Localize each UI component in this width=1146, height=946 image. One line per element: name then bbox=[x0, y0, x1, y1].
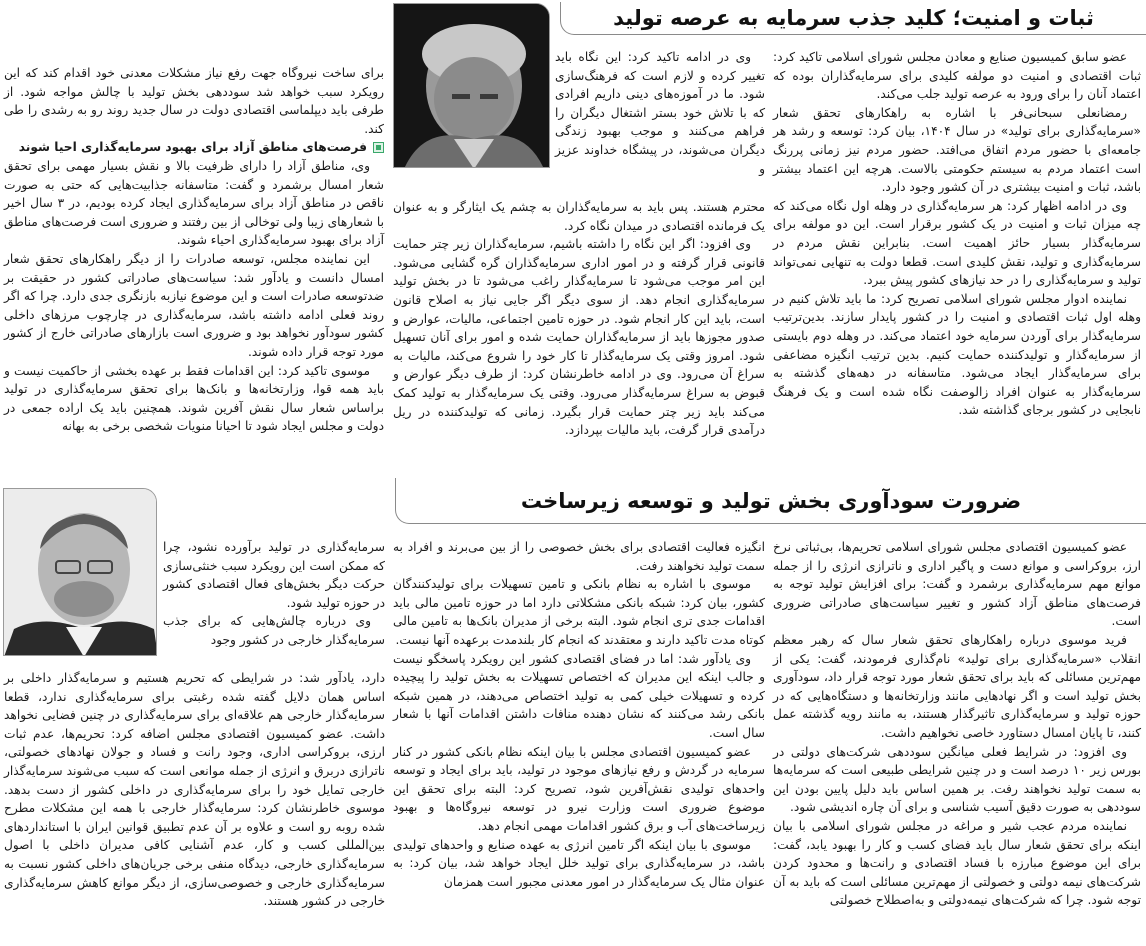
paragraph: نماینده مردم عجب شیر و مراغه در مجلس شورای اسلامی با بیان اینکه برای تحقق شعار سال باید فضای کسب و کار را بهبود یابد، گفت: برای این موضوع مبارزه با فساد اقتصادی و رانت‌ها و محدود کردن شرکت‌های نیمه دولتی و خصولتی از مهم‌ترین مسائلی است که باید به آن توجه شود. چرا که شرکت‌های نیمه‌دولتی و به‌اصطلاح خصولتی bbox=[773, 818, 1141, 908]
subheading-text: فرصت‌های مناطق آزاد برای بهبود سرمایه‌گذاری احیا شوند bbox=[18, 140, 367, 155]
paragraph: وی در ادامه اظهار کرد: هر سرمایه‌گذاری در وهله اول نگاه می‌کند که چه میزان ثبات و امنیت در یک کشور برقرار است. این دو مولفه برای سرمایه‌گذار بسیار حائز اهمیت است. بنابراین نقش مردم در سرمایه‌گذاری و تولید، نقش کلیدی است. قطعا دولت به تنهایی نمی‌تواند تولید و سرمایه‌گذاری را در حد نیازهای کشور پیش ببرد. bbox=[773, 198, 1141, 288]
paragraph: وی درباره چالش‌هایی که برای جذب سرمایه‌گذار خارجی در کشور وجود bbox=[163, 614, 385, 647]
paragraph: وی افزود: در شرایط فعلی میانگین سوددهی شرکت‌های دولتی در بورس زیر ۱۰ درصد است و در چنین شرایطی طبیعی است که سرمایه‌ها به سمت تولید نخواهند رفت. بر همین اساس باید دلیل پایین بودن این سوددهی به صورت دقیق آسیب شناسی و برای آن چاره اندیشی شود. bbox=[773, 744, 1141, 815]
subheading bbox=[4, 138, 384, 157]
article2-column-middle bbox=[393, 538, 765, 891]
article1-column-middle bbox=[393, 198, 765, 440]
paragraph: عضو کمیسیون اقتصادی مجلس با بیان اینکه نظام بانکی کشور در کنار سرمایه در گردش و رفع نیازهای موجود در تولید، باید برای ایجاد و توسعه واحدهای تولیدی نقش‌آفرین شود، تصریح کرد: البته برای تحقق این موضوع ضروری است وزارت نیرو در توسعه نیروگاه‌ها و بهبود زیرساخت‌های آب و برق کشور اقدامات مهمی انجام دهد. bbox=[393, 744, 765, 833]
paragraph: رمضانعلی سبحانی‌فر با اشاره به راهکارهای تحقق شعار «سرمایه‌گذاری برای تولید» در سال ۱۴۰۴، بیان کرد: توسعه و رشد هر جامعه‌ای با حضور مردم اتفاق می‌افتد. حضور مردم نیز زمانی پررنگ است اعتماد مردم به سیستم حکومتی بالاست. هرچه این اعتماد بیشتر باشد، ثبات و امنیت بیشتری در آن کشور وجود دارد. bbox=[773, 105, 1141, 195]
portrait-photo-mousavi bbox=[3, 488, 157, 656]
portrait-photo-sobhanifar bbox=[393, 3, 550, 168]
paragraph: این نماینده مجلس، توسعه صادرات را از دیگر راهکارهای تحقق شعار امسال دانست و یادآور شد: سیاست‌های صادراتی کشور در حقیقت بر ضدتوسعه صادرات است و این موضوع نیازبه بازنگری جدی دارد. چرا که اگر روند فعلی ادامه داشته باشد، سرمایه‌گذاری در چارچوب مرزهای داخلی کشور سودآور نخواهد بود و ضروری است بازارهای صادراتی خارج از کشور مورد توجه قرار داده شوند. bbox=[4, 251, 384, 359]
paragraph: دارد، یادآور شد: در شرایطی که تحریم هستیم و سرمایه‌گذار داخلی بر اساس همان دلایل گفته شده رغبتی برای سرمایه‌گذاری ندارد، قطعا سرمایه‌گذار خارجی هم علاقه‌ای برای سرمایه‌گذاری در چنین فضایی نخواهد داشت. عضو کمیسیون اقتصادی مجلس اضافه کرد: تحریم‌ها، عدم ثبات ارزی، بروکراسی اداری، وجود رانت و فساد و جولان نهادهای خصولتی، ناترازی دربرق و انرژی از جمله موانعی است که سبب می‌شوند سرمایه‌گذار خارجی تمایل خود را برای سرمایه‌گذاری در داخلی کشور از دست بدهد. موسوی خاطرنشان کرد: سرمایه‌گذار خارجی با همه این مشکلات مطرح شده روبه رو است و علاوه بر آن عدم تطبیق قوانین ایران با استانداردهای بین‌المللی کسب و کار، عدم آشنایی کافی مدیران داخلی با اصول سرمایه‌گذاری خارجی، دیدگاه منفی برخی جریان‌های داخلی کشور نسبت به سرمایه‌گذاری خارجی و خصوصی‌سازی، از دیگر موانع کاهش سرمایه‌گذاری خارجی در کشور هستند. bbox=[4, 671, 385, 909]
left-column-top bbox=[4, 64, 384, 436]
paragraph: وی افزود: اگر این نگاه را داشته باشیم، سرمایه‌گذاران زیر چتر حمایت قانونی قرار گرفته و در امور اداری سرمایه‌گذاران گره گشایی می‌شود. این امر موجب می‌شود تا سرمایه‌گذار راغب می‌شود تا در بخش تولید سرمایه‌گذاری انجام دهد. از سوی دیگر اگر جایی نیاز به اصلاح قانون است، باید این کار انجام شود. در حوزه تامین اجتماعی، مالیات، عوارض و صدور مجوزها باید از سرمایه‌گذاران حمایت شده و امور برای آنان تسهیل شود. امروز وقتی یک سرمایه‌گذار تا کار خود را شروع می‌کند، مالیات به سراغ آن می‌رود. وی در ادامه خاطرنشان کرد: از طرف دیگر عوارض و قبوض به سراغ سرمایه‌گذار می‌رود. وقتی یک سرمایه‌گذار به تولید کمک می‌کند باید زیر چتر حمایت قرار بگیرد. زمانی که تولیدکننده در ریل درآمدی قرار گرفت، باید مالیات بپردازد. bbox=[393, 237, 765, 438]
paragraph: وی یادآور شد: اما در فضای اقتصادی کشور این رویکرد پاسخگو نیست و جالب اینکه این مدیران که اختصاص تسهیلات به بخش تولید را پیچیده کرده و تسهیلات خیلی کمی به تولید اختصاص می‌دهند، در همین شبکه بانکی رشد می‌کنند که نشان دهنده منافات داشتن اقدامات آنها با شعار سال است. bbox=[393, 651, 765, 740]
article1-column-right bbox=[773, 48, 1141, 420]
square-bullet-icon bbox=[373, 142, 384, 153]
article2-column-right bbox=[773, 538, 1141, 910]
paragraph: موسوی با اشاره به نظام بانکی و تامین تسهیلات برای تولیدکنندگان کشور، بیان کرد: شبکه بانکی مشکلاتی دارد اما در حوزه تامین مالی باید اقدامات جدی تری انجام شود. البته برخی از مدیران بانک‌ها به تامین مالی کوتاه مدت تاکید دارند و معتقدند که انجام کار بلندمدت برعهده آنها نیست. bbox=[393, 577, 765, 647]
paragraph: سرمایه‌گذاری در تولید برآورده نشود، چرا که ممکن است این رویکرد سبب خنثی‌سازی حرکت دیگر بخش‌های فعال اقتصادی کشور در حوزه تولید شود. bbox=[163, 540, 385, 610]
article2-headline: ضرورت سودآوری بخش تولید و توسعه زیرساخت bbox=[520, 489, 1022, 513]
portrait-image-icon bbox=[394, 4, 550, 168]
article2-headline-box bbox=[395, 478, 1146, 524]
paragraph: محترم هستند. پس باید به سرمایه‌گذاران به چشم یک ایثارگر و به عنوان یک فرمانده اقتصادی در میدان نگاه کرد. bbox=[393, 200, 765, 233]
paragraph: عضو کمیسیون اقتصادی مجلس شورای اسلامی تحریم‌ها، بی‌ثباتی نرخ ارز، بروکراسی و موانع دست و پاگیر اداری و ناترازی انرژی را از جمله موانع مهم سرمایه‌گذاری برشمرد و گفت: برای افزایش تولید توجه به فرصت‌های مناطق آزاد کشور و تغییر سیاست‌های صادراتی ضروری است. bbox=[773, 540, 1141, 629]
article1-headline-box bbox=[560, 2, 1146, 35]
paragraph: انگیزه فعالیت اقتصادی برای بخش خصوصی را از بین می‌برند و افراد به سمت تولید نخواهند رفت. bbox=[393, 540, 765, 573]
article2-column-left-bottom bbox=[4, 669, 385, 911]
paragraph: وی در ادامه تاکید کرد: این نگاه باید تغییر کرده و لازم است که فرهنگ‌سازی شود. ما در آموزه‌های دینی داریم افرادی که با تلاش خود بستر اشتغال دیگران را فراهم می‌کنند و موجب بهبود زندگی دیگران می‌شوند، در پیشگاه خداوند عزیز و bbox=[555, 50, 765, 176]
article2-column-left-top bbox=[163, 538, 385, 650]
article1-headline: ثبات و امنیت؛ کلید جذب سرمایه به عرصه تولید bbox=[613, 6, 1094, 30]
paragraph: عضو سابق کمیسیون صنایع و معادن مجلس شورای اسلامی تاکید کرد: ثبات اقتصادی و امنیت دو مولفه کلیدی برای سرمایه‌گذاران بوده که اعتماد آنان را برای ورود به عرصه تولید جلب می‌کند. bbox=[773, 50, 1141, 102]
paragraph: برای ساخت نیروگاه جهت رفع نیاز مشکلات معدنی خود اقدام کند که این رویکرد سبب خواهد شد سوددهی بخش تولید با چالش مواجه شود. از طرفی باید دیپلماسی اقتصادی دولت در سال جدید روند رو به رشدی را طی کند. bbox=[4, 66, 384, 136]
paragraph: موسوی تاکید کرد: این اقدامات فقط بر عهده بخشی از حاکمیت نیست و باید همه قوا، وزارتخانه‌ها و بانک‌ها برای تحقق سرمایه‌گذاری در تولید براساس شعار سال نقش آفرین شوند. همچنین باید یک اراده جمعی در دولت و مجلس ایجاد شود تا احیانا منویات شخصی برخی به بهانه bbox=[4, 363, 384, 434]
paragraph: وی، مناطق آزاد را دارای ظرفیت بالا و نقش بسیار مهمی برای تحقق شعار امسال برشمرد و گفت: متاسفانه جذابیت‌هایی که حتی به صورت ناقص در مناطق آزاد برای سرمایه‌گذاری ایجاد کرده بودیم، در ۳ سال اخیر با شعارهای زیبا ولی توخالی از بین رفتند و ضروری است فرصت‌های مناطق آزاد برای بهبود سرمایه‌گذاری احیاء شوند. bbox=[4, 158, 384, 248]
portrait-image-icon bbox=[4, 489, 157, 656]
paragraph: نماینده ادوار مجلس شورای اسلامی تصریح کرد: ما باید تلاش کنیم در وهله اول ثبات اقتصادی و امنیت را در کشور پایدار سازند. بدین‌ترتیب سرمایه‌گذار برای آوردن سرمایه خود اعتماد می‌کند. در وهله دوم بایستی از سرمایه‌گذار و تولیدکننده حمایت کنیم. بدین ترتیب انگیزه مضاعفی برای سرمایه‌گذار ایجاد می‌شود. متاسفانه در دهه‌های گذشته به سرمایه‌گذار به عنوان افراد زالوصفت نگاه شده است و یک فرهنگ نابجایی در کشور برجای گذاشته شد. bbox=[773, 291, 1141, 418]
paragraph: فرید موسوی درباره راهکارهای تحقق شعار سال که رهبر معظم انقلاب «سرمایه‌گذاری برای تولید» نام‌گذاری فرمودند، گفت: یکی از مهم‌ترین مسائلی که باید برای تحقق شعار مورد توجه قرار داد، سودآوری بخش تولید است و اگر نهادهایی مانند وزارتخانه‌ها و دستگاه‌هایی که در حوزه تولید و سرمایه‌گذاری تاثیرگذار هستند، به مانند رویه گذشته عمل کنند، تا پایان امسال دستاورد خاصی نخواهیم داشت. bbox=[773, 632, 1141, 740]
paragraph: موسوی با بیان اینکه اگر تامین انرژی به عهده صنایع و واحدهای تولیدی باشد، در سرمایه‌گذاری برای تولید خلل ایجاد خواهد شد، بیان کرد: به عنوان مثال یک سرمایه‌گذار در امور معدنی مجبور است همزمان bbox=[393, 837, 765, 889]
article1-column-middle-top bbox=[555, 48, 765, 178]
